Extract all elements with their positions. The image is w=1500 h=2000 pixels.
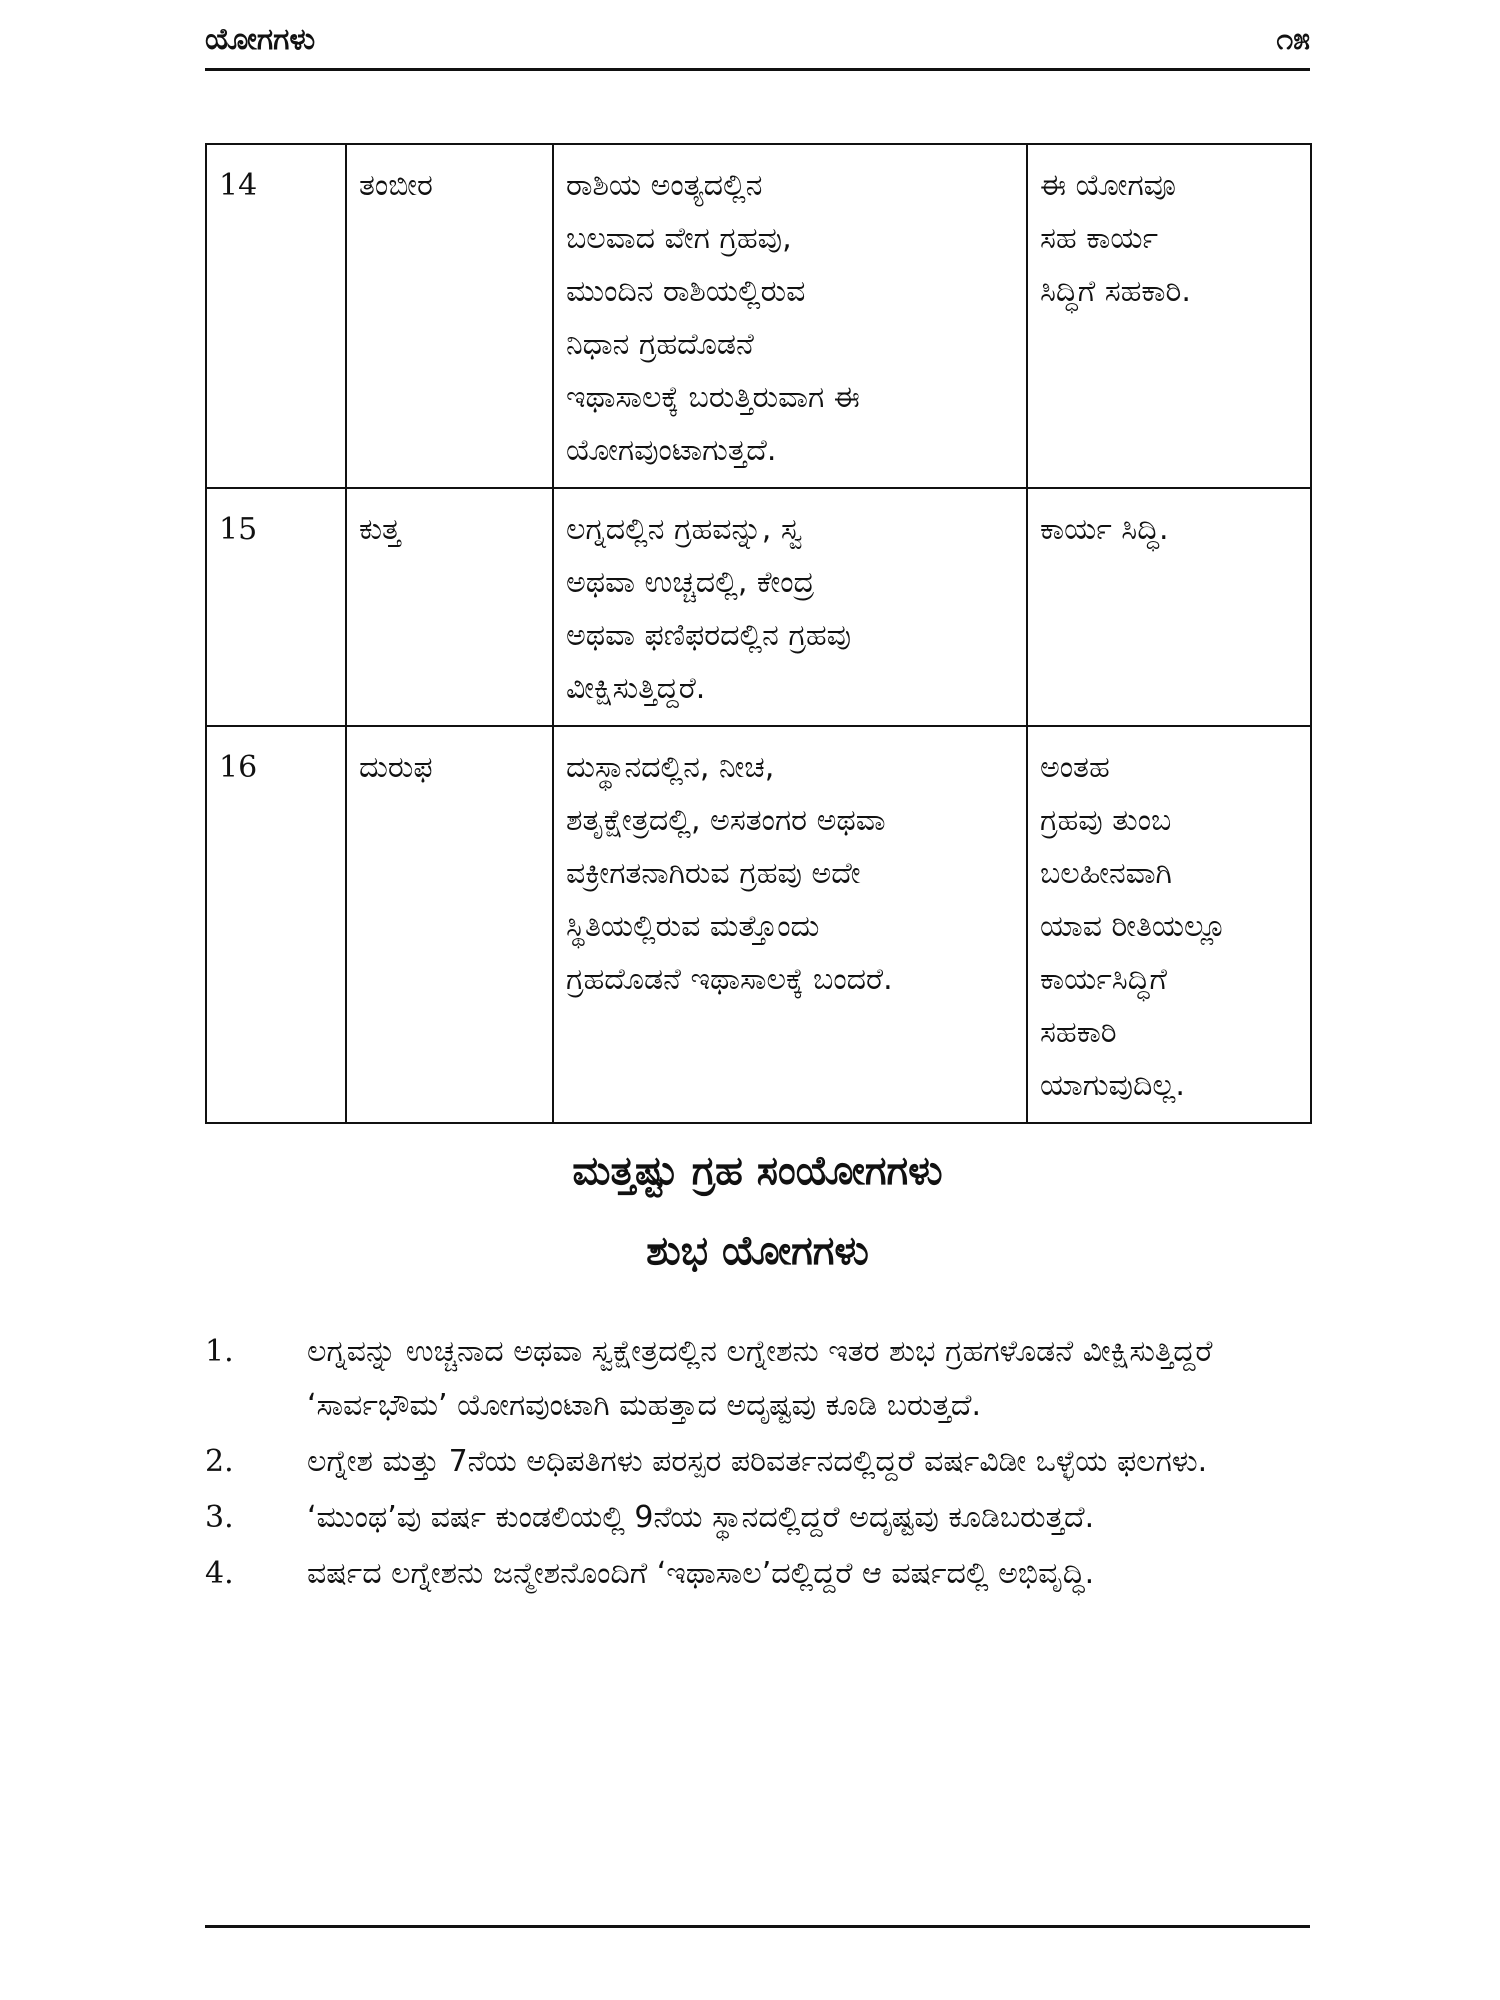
condition-line: ಸ್ಥಿತಿಯಲ್ಲಿರುವ ಮತ್ತೊಂದು	[566, 909, 820, 944]
row-number: 15	[206, 488, 346, 726]
list-item-number: 3.	[205, 1500, 234, 1535]
result-line: ಗ್ರಹವು ತುಂಬ	[1040, 803, 1172, 838]
condition-line: ಇಥಾಸಾಲಕ್ಕೆ ಬರುತ್ತಿರುವಾಗ ಈ	[566, 380, 860, 415]
list-item-number: 1.	[205, 1334, 234, 1369]
list-item	[205, 1435, 1310, 1489]
yoga-result	[1027, 144, 1311, 488]
table-row	[206, 726, 1311, 1123]
list-item-text: ‘ಮುಂಥ’ವು ವರ್ಷ ಕುಂಡಲಿಯಲ್ಲಿ 9ನೆಯ ಸ್ಥಾನದಲ್ಲಿದ್ದರೆ ಅದೃಷ್ಟವು ಕೂಡಿಬರುತ್ತದೆ.	[307, 1500, 1095, 1535]
yoga-result	[1027, 726, 1311, 1123]
yoga-condition	[553, 488, 1027, 726]
page-header	[205, 22, 1310, 68]
list-item-text: ‘ಸಾರ್ವಭೌಮ’ ಯೋಗವುಂಟಾಗಿ ಮಹತ್ತಾದ ಅದೃಷ್ಟವು ಕೂಡಿ ಬರುತ್ತದೆ.	[307, 1388, 981, 1423]
list-item	[205, 1491, 1310, 1545]
row-number: 16	[206, 726, 346, 1123]
section-subtitle: ಶುಭ ಯೋಗಗಳು	[646, 1228, 869, 1274]
result-line: ಬಲಹೀನವಾಗಿ	[1040, 856, 1172, 891]
list-item-text: ಲಗ್ನವನ್ನು ಉಚ್ಚನಾದ ಅಥವಾ ಸ್ವಕ್ಷೇತ್ರದಲ್ಲಿನ ಲಗ್ನೇಶನು ಇತರ ಶುಭ ಗ್ರಹಗಳೊಡನೆ ವೀಕ್ಷಿಸುತ್ತಿದ್ದರೆ	[307, 1334, 1213, 1369]
condition-line: ಯೋಗವುಂಟಾಗುತ್ತದೆ.	[566, 433, 777, 468]
shubha-yoga-list	[205, 1325, 1310, 1603]
result-line: ಯಾಗುವುದಿಲ್ಲ.	[1040, 1068, 1185, 1103]
yoga-condition	[553, 144, 1027, 488]
page-number: ೧೫	[1276, 22, 1310, 57]
condition-line: ಬಲವಾದ ವೇಗ ಗ್ರಹವು,	[566, 221, 792, 256]
condition-line: ಲಗ್ನದಲ್ಲಿನ ಗ್ರಹವನ್ನು, ಸ್ವ	[566, 512, 803, 547]
header-divider	[205, 68, 1310, 71]
condition-line: ಶತೃಕ್ಷೇತ್ರದಲ್ಲಿ, ಅಸತಂಗರ ಅಥವಾ	[566, 803, 886, 838]
result-line: ಸಹಕಾರಿ	[1040, 1015, 1117, 1050]
condition-line: ಗ್ರಹದೊಡನೆ ಇಥಾಸಾಲಕ್ಕೆ ಬಂದರೆ.	[566, 962, 893, 997]
list-item-number: 4.	[205, 1556, 234, 1591]
yoga-name: ತಂಬೀರ	[346, 144, 553, 488]
list-item	[205, 1547, 1310, 1601]
list-item-text: ಲಗ್ನೇಶ ಮತ್ತು 7ನೆಯ ಅಧಿಪತಿಗಳು ಪರಸ್ಪರ ಪರಿವರ್ತನದಲ್ಲಿದ್ದರೆ ವರ್ಷವಿಡೀ ಒಳ್ಳೆಯ ಫಲಗಳು.	[307, 1444, 1208, 1479]
yoga-result	[1027, 488, 1311, 726]
condition-line: ನಿಧಾನ ಗ್ರಹದೊಡನೆ	[566, 327, 754, 362]
table-row	[206, 488, 1311, 726]
condition-line: ಅಥವಾ ಫಣಿಫರದಲ್ಲಿನ ಗ್ರಹವು	[566, 618, 852, 653]
result-line: ಸಿದ್ಧಿಗೆ ಸಹಕಾರಿ.	[1040, 274, 1191, 309]
section-title: ಮತ್ತಷ್ಟು ಗ್ರಹ ಸಂಯೋಗಗಳು	[572, 1148, 943, 1194]
result-line: ಯಾವ ರೀತಿಯಲ್ಲೂ	[1040, 909, 1227, 944]
row-number: 14	[206, 144, 346, 488]
condition-line: ವಕ್ರೀಗತನಾಗಿರುವ ಗ್ರಹವು ಅದೇ	[566, 856, 861, 891]
condition-line: ಅಥವಾ ಉಚ್ಚದಲ್ಲಿ, ಕೇಂದ್ರ	[566, 565, 815, 600]
running-title: ಯೋಗಗಳು	[205, 22, 316, 57]
list-item-text: ವರ್ಷದ ಲಗ್ನೇಶನು ಜನ್ಮೇಶನೊಂದಿಗೆ ‘ಇಥಾಸಾಲ’ದಲ್ಲಿದ್ದರೆ ಆ ವರ್ಷದಲ್ಲಿ ಅಭಿವೃದ್ಧಿ.	[307, 1556, 1095, 1591]
result-line: ಸಹ ಕಾರ್ಯ	[1040, 221, 1159, 256]
yoga-condition	[553, 726, 1027, 1123]
yoga-table	[205, 143, 1312, 1124]
yoga-name: ಕುತ್ತ	[346, 488, 553, 726]
result-line: ಈ ಯೋಗವೂ	[1040, 168, 1177, 203]
condition-line: ವೀಕ್ಷಿಸುತ್ತಿದ್ದರೆ.	[566, 671, 706, 706]
list-item	[205, 1325, 1310, 1433]
condition-line: ಮುಂದಿನ ರಾಶಿಯಲ್ಲಿರುವ	[566, 274, 806, 309]
result-line: ಕಾರ್ಯ ಸಿದ್ಧಿ.	[1040, 512, 1169, 547]
list-item-number: 2.	[205, 1444, 234, 1479]
result-line: ಅಂತಹ	[1040, 750, 1110, 785]
footer-divider	[205, 1925, 1310, 1928]
table-row	[206, 144, 1311, 488]
yoga-name: ದುರುಫ	[346, 726, 553, 1123]
result-line: ಕಾರ್ಯಸಿದ್ಧಿಗೆ	[1040, 962, 1167, 997]
condition-line: ದುಸ್ಥಾನದಲ್ಲಿನ, ನೀಚ,	[566, 750, 775, 785]
condition-line: ರಾಶಿಯ ಅಂತ್ಯದಲ್ಲಿನ	[566, 168, 763, 203]
